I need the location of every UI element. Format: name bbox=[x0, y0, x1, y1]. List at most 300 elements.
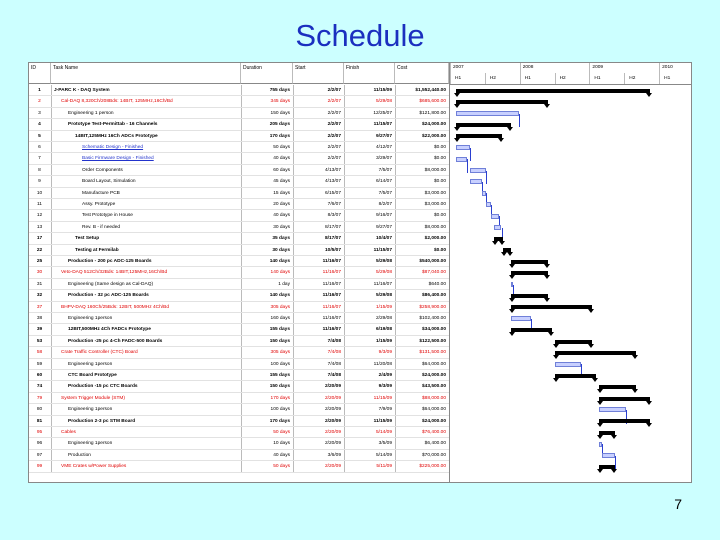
task-bar[interactable] bbox=[602, 453, 615, 458]
cell-duration: 150 days bbox=[269, 384, 290, 390]
column-divider bbox=[51, 370, 52, 380]
summary-bar[interactable] bbox=[599, 397, 650, 401]
cell-finish: 11/15/07 bbox=[373, 247, 392, 253]
summary-bar-endcap bbox=[646, 93, 652, 97]
summary-bar-endcap bbox=[588, 309, 594, 313]
cell-duration: 140 days bbox=[269, 293, 290, 299]
column-divider bbox=[241, 393, 242, 403]
cell-start: 8/17/07 bbox=[324, 224, 341, 230]
column-divider bbox=[395, 267, 396, 277]
column-divider bbox=[241, 336, 242, 346]
column-divider bbox=[241, 199, 242, 209]
cell-duration: 45 days bbox=[273, 179, 290, 185]
task-bar[interactable] bbox=[491, 214, 499, 219]
column-divider bbox=[293, 222, 294, 232]
summary-bar-endcap bbox=[499, 241, 505, 245]
cell-name: Production -25 pc 4-Ch FADC-500 Boards bbox=[68, 338, 163, 344]
cell-finish: 10/4/07 bbox=[375, 236, 392, 242]
column-divider bbox=[241, 188, 242, 198]
table-row[interactable] bbox=[29, 256, 449, 267]
cell-duration: 755 days bbox=[269, 88, 290, 93]
cell-start: 4/13/07 bbox=[324, 167, 341, 173]
timeline-half: H2 bbox=[555, 73, 590, 84]
column-divider bbox=[395, 199, 396, 209]
column-divider bbox=[344, 199, 345, 209]
cell-name: Engineering 1person bbox=[68, 441, 113, 447]
cell-finish: 2/29/08 bbox=[375, 316, 392, 321]
dependency-link bbox=[519, 114, 520, 128]
task-bar[interactable] bbox=[470, 168, 486, 173]
column-divider bbox=[51, 153, 52, 163]
column-divider bbox=[395, 416, 396, 426]
table-row[interactable] bbox=[29, 381, 449, 392]
cell-start: 2/2/07 bbox=[327, 88, 341, 93]
cell-finish: 9/3/09 bbox=[378, 350, 392, 356]
table-row[interactable] bbox=[29, 267, 449, 278]
cell-finish: 9/16/07 bbox=[375, 213, 392, 219]
timeline-half: H2 bbox=[485, 73, 520, 84]
cell-name: 12BIT,500MHz 4Ch FADCs Prototype bbox=[68, 327, 151, 333]
timeline-year: 2009 bbox=[589, 63, 659, 73]
task-bar[interactable] bbox=[599, 407, 626, 412]
cell-id: 97 bbox=[36, 452, 43, 458]
column-divider bbox=[293, 302, 294, 312]
task-bar[interactable] bbox=[511, 316, 531, 321]
column-divider bbox=[395, 245, 396, 255]
summary-bar-endcap bbox=[553, 378, 559, 382]
column-divider bbox=[293, 153, 294, 163]
table-row[interactable] bbox=[29, 153, 449, 164]
summary-bar[interactable] bbox=[511, 305, 592, 309]
column-divider bbox=[344, 131, 345, 141]
column-divider bbox=[344, 267, 345, 277]
cell-name: Schematic Design - Finished bbox=[82, 145, 144, 150]
column-divider bbox=[241, 381, 242, 391]
cell-duration: 40 days bbox=[273, 213, 290, 219]
cell-start: 2/20/09 bbox=[324, 418, 341, 424]
table-row[interactable] bbox=[29, 279, 449, 290]
table-row[interactable] bbox=[29, 404, 449, 415]
table-row[interactable] bbox=[29, 188, 449, 199]
summary-bar[interactable] bbox=[511, 294, 548, 298]
timeline-half: H1 bbox=[450, 73, 485, 84]
cell-duration: 305 days bbox=[270, 350, 290, 356]
cell-name: Engineering 1person bbox=[68, 316, 113, 321]
cell-name: Assy. Prototype bbox=[82, 202, 116, 207]
cell-id: 9 bbox=[38, 179, 41, 185]
cell-start: 2/20/09 bbox=[324, 395, 341, 401]
cell-cost: $6,400.00 bbox=[424, 441, 446, 447]
cell-cost: $76,400.00 bbox=[421, 430, 446, 435]
cell-id: 5 bbox=[38, 133, 41, 139]
task-bar[interactable] bbox=[456, 111, 519, 116]
cell-start: 8/3/07 bbox=[327, 213, 341, 219]
column-divider bbox=[51, 359, 52, 369]
cell-id: 31 bbox=[36, 281, 43, 287]
cell-finish: 12/25/07 bbox=[373, 110, 392, 116]
summary-bar-endcap bbox=[597, 435, 603, 439]
column-divider bbox=[395, 393, 396, 403]
column-divider bbox=[51, 279, 52, 289]
cell-finish: 11/15/07 bbox=[373, 122, 392, 128]
column-divider bbox=[241, 427, 242, 437]
summary-bar[interactable] bbox=[555, 374, 596, 378]
table-row[interactable] bbox=[29, 359, 449, 370]
table-row[interactable] bbox=[29, 302, 449, 313]
cell-name: Basic Firmware Design - Finished bbox=[82, 156, 154, 162]
cell-finish: 6/19/08 bbox=[375, 327, 392, 333]
table-row[interactable] bbox=[29, 393, 449, 404]
column-divider bbox=[293, 245, 294, 255]
cell-id: 96 bbox=[36, 441, 43, 447]
cell-id: 13 bbox=[36, 224, 43, 230]
summary-bar-endcap bbox=[597, 389, 603, 393]
summary-bar-endcap bbox=[498, 138, 504, 142]
table-row[interactable] bbox=[29, 222, 449, 233]
column-divider bbox=[395, 85, 396, 95]
column-divider bbox=[241, 256, 242, 266]
column-divider bbox=[395, 359, 396, 369]
cell-id: 4 bbox=[38, 122, 41, 128]
table-row[interactable] bbox=[29, 119, 449, 130]
cell-id: 30 bbox=[36, 270, 43, 276]
cell-duration: 345 days bbox=[270, 99, 290, 105]
cell-cost: $225,000.00 bbox=[419, 464, 446, 470]
cell-name: Board Layout, Simulation bbox=[82, 179, 136, 185]
column-divider bbox=[344, 404, 345, 414]
cell-finish: 5/29/08 bbox=[375, 270, 392, 276]
column-divider bbox=[344, 290, 345, 300]
summary-bar[interactable] bbox=[456, 89, 650, 93]
summary-bar[interactable] bbox=[456, 123, 511, 127]
summary-bar-endcap bbox=[632, 355, 638, 359]
cell-name: 14BIT,125MHz 16Ch ADCs Prototype bbox=[75, 133, 158, 139]
cell-cost: $8,000.00 bbox=[424, 167, 446, 173]
summary-bar[interactable] bbox=[555, 351, 636, 355]
column-divider bbox=[344, 302, 345, 312]
cell-duration: 150 days bbox=[269, 338, 290, 344]
column-divider bbox=[51, 165, 52, 175]
cell-cost: $131,500.00 bbox=[419, 350, 446, 356]
cell-id: 80 bbox=[36, 407, 43, 413]
col-header-name: Task Name bbox=[51, 63, 241, 84]
cell-start: 11/16/07 bbox=[322, 259, 341, 264]
cell-id: 37 bbox=[36, 304, 43, 310]
cell-start: 7/4/08 bbox=[327, 350, 341, 356]
cell-duration: 305 days bbox=[270, 304, 290, 310]
column-divider bbox=[344, 222, 345, 232]
cell-duration: 160 days bbox=[270, 316, 290, 321]
table-row[interactable] bbox=[29, 233, 449, 244]
cell-cost: $87,040.00 bbox=[421, 270, 446, 276]
column-divider bbox=[241, 142, 242, 152]
timeline-year: 2008 bbox=[520, 63, 590, 73]
cell-start: 11/16/07 bbox=[322, 293, 341, 299]
column-divider bbox=[395, 233, 396, 243]
column-divider bbox=[241, 176, 242, 186]
column-divider bbox=[293, 142, 294, 152]
column-divider bbox=[293, 108, 294, 118]
cell-duration: 50 days bbox=[273, 430, 290, 435]
cell-finish: 5/14/09 bbox=[375, 452, 392, 458]
cell-cost: $0.00 bbox=[433, 247, 446, 253]
cell-id: 3 bbox=[38, 110, 41, 116]
column-divider bbox=[51, 450, 52, 460]
table-row[interactable] bbox=[29, 313, 449, 324]
cell-start: 2/2/07 bbox=[327, 99, 341, 105]
cell-cost: $22,000.00 bbox=[421, 133, 446, 139]
column-divider bbox=[395, 370, 396, 380]
summary-bar-endcap bbox=[509, 309, 515, 313]
table-row[interactable] bbox=[29, 347, 449, 358]
column-divider bbox=[241, 313, 242, 323]
table-row[interactable] bbox=[29, 370, 449, 381]
column-divider bbox=[395, 336, 396, 346]
cell-cost: $86,400.00 bbox=[421, 293, 446, 299]
summary-bar-endcap bbox=[544, 275, 550, 279]
cell-duration: 155 days bbox=[269, 373, 290, 378]
cell-duration: 10 days bbox=[273, 441, 290, 447]
summary-bar-endcap bbox=[544, 298, 550, 302]
column-divider bbox=[344, 313, 345, 323]
cell-start: 11/16/07 bbox=[322, 327, 341, 333]
column-divider bbox=[51, 336, 52, 346]
cell-cost: $24,000.00 bbox=[421, 122, 446, 128]
cell-start: 2/20/09 bbox=[324, 430, 341, 435]
summary-bar-endcap bbox=[507, 127, 513, 131]
column-divider bbox=[344, 336, 345, 346]
cell-id: 32 bbox=[36, 293, 43, 299]
cell-start: 11/16/07 bbox=[322, 304, 341, 310]
column-divider bbox=[395, 461, 396, 471]
table-row[interactable] bbox=[29, 427, 449, 438]
column-divider bbox=[395, 279, 396, 289]
cell-name: Order Components bbox=[82, 167, 123, 173]
table-row[interactable] bbox=[29, 290, 449, 301]
table-row[interactable] bbox=[29, 199, 449, 210]
column-divider bbox=[51, 188, 52, 198]
summary-bar[interactable] bbox=[456, 134, 502, 138]
table-row[interactable] bbox=[29, 176, 449, 187]
cell-cost: $70,000.00 bbox=[421, 452, 446, 458]
cell-start: 7/6/07 bbox=[327, 202, 341, 207]
cell-finish: 5/29/08 bbox=[375, 293, 392, 299]
cell-start: 6/15/07 bbox=[324, 190, 341, 196]
column-divider bbox=[241, 370, 242, 380]
column-divider bbox=[51, 176, 52, 186]
column-divider bbox=[293, 119, 294, 129]
column-divider bbox=[293, 313, 294, 323]
cell-cost: $258,900.00 bbox=[419, 304, 446, 310]
cell-id: 59 bbox=[36, 361, 43, 367]
column-divider bbox=[241, 153, 242, 163]
column-divider bbox=[344, 210, 345, 220]
table-row[interactable] bbox=[29, 450, 449, 461]
cell-duration: 1 day bbox=[278, 281, 290, 287]
table-row[interactable] bbox=[29, 210, 449, 221]
cell-cost: $24,000.00 bbox=[421, 373, 446, 378]
cell-id: 11 bbox=[37, 202, 42, 207]
cell-finish: 9/3/09 bbox=[378, 384, 392, 390]
cell-duration: 35 days bbox=[272, 236, 290, 242]
column-divider bbox=[293, 279, 294, 289]
cell-cost: $43,500.00 bbox=[421, 384, 446, 390]
column-divider bbox=[344, 461, 345, 471]
column-divider bbox=[395, 210, 396, 220]
column-divider bbox=[293, 324, 294, 334]
task-bar[interactable] bbox=[456, 145, 470, 150]
task-bar[interactable] bbox=[494, 225, 502, 230]
cell-id: 74 bbox=[36, 384, 43, 390]
column-divider bbox=[51, 210, 52, 220]
summary-bar[interactable] bbox=[456, 100, 548, 104]
summary-bar[interactable] bbox=[511, 271, 548, 275]
cell-duration: 50 days bbox=[273, 145, 290, 150]
column-divider bbox=[395, 381, 396, 391]
summary-bar-endcap bbox=[509, 298, 515, 302]
cell-finish: 9/27/07 bbox=[375, 133, 392, 139]
summary-bar[interactable] bbox=[511, 260, 548, 264]
cell-finish: 11/15/09 bbox=[373, 88, 392, 93]
column-divider bbox=[395, 165, 396, 175]
timeline-year: 2007 bbox=[450, 63, 520, 73]
table-row[interactable] bbox=[29, 438, 449, 449]
summary-bar-endcap bbox=[492, 241, 498, 245]
cell-duration: 140 days bbox=[269, 259, 290, 264]
column-divider bbox=[241, 222, 242, 232]
cell-finish: 11/20/08 bbox=[373, 361, 392, 367]
cell-duration: 50 days bbox=[273, 464, 290, 470]
cell-id: 25 bbox=[36, 259, 43, 264]
cell-name: Production -15 pc CTC Boards bbox=[68, 384, 138, 390]
task-bar[interactable] bbox=[456, 157, 467, 162]
gantt-chart bbox=[28, 62, 692, 483]
cell-cost: $640.00 bbox=[428, 281, 446, 287]
cell-finish: 3/5/09 bbox=[378, 441, 392, 447]
cell-id: 58 bbox=[36, 350, 43, 356]
cell-name: Production - 32 pc ADC-125 Boards bbox=[68, 293, 149, 299]
cell-name: Engineering 1 person bbox=[68, 110, 114, 116]
cell-id: 17 bbox=[36, 236, 43, 242]
cell-start: 11/16/07 bbox=[322, 270, 341, 276]
summary-bar-endcap bbox=[454, 104, 460, 108]
column-divider bbox=[344, 85, 345, 95]
cell-id: 6 bbox=[38, 145, 41, 150]
column-divider bbox=[344, 427, 345, 437]
cell-cost: $3,000.00 bbox=[424, 202, 446, 207]
column-divider bbox=[293, 381, 294, 391]
table-row[interactable] bbox=[29, 165, 449, 176]
cell-id: 2 bbox=[38, 99, 41, 105]
column-divider bbox=[293, 165, 294, 175]
table-row[interactable] bbox=[29, 245, 449, 256]
table-row[interactable] bbox=[29, 324, 449, 335]
table-row[interactable] bbox=[29, 131, 449, 142]
task-bar[interactable] bbox=[470, 179, 482, 184]
table-row[interactable] bbox=[29, 142, 449, 153]
summary-bar[interactable] bbox=[599, 419, 650, 423]
cell-name: System Trigger Module (STM) bbox=[61, 395, 125, 401]
cell-id: 12 bbox=[36, 213, 43, 219]
cell-start: 10/5/07 bbox=[324, 247, 341, 253]
cell-start: 2/2/07 bbox=[327, 133, 341, 139]
summary-bar[interactable] bbox=[599, 385, 636, 389]
cell-start: 2/2/07 bbox=[327, 122, 341, 128]
column-divider bbox=[293, 427, 294, 437]
table-row[interactable] bbox=[29, 461, 449, 472]
cell-name: Manufacture PCB bbox=[82, 190, 120, 196]
column-divider bbox=[51, 85, 52, 95]
column-divider bbox=[344, 416, 345, 426]
column-divider bbox=[293, 131, 294, 141]
column-divider bbox=[344, 450, 345, 460]
summary-bar-endcap bbox=[646, 401, 652, 405]
summary-bar-endcap bbox=[597, 469, 603, 473]
cell-start: 2/20/09 bbox=[324, 407, 341, 413]
cell-name: Engineering (Same design as Cal-DAQ) bbox=[68, 281, 154, 287]
column-divider bbox=[395, 347, 396, 357]
column-divider bbox=[395, 176, 396, 186]
cell-duration: 20 days bbox=[273, 202, 290, 207]
summary-bar-endcap bbox=[544, 264, 550, 268]
dependency-link bbox=[470, 148, 471, 162]
table-row[interactable] bbox=[29, 416, 449, 427]
cell-id: 8 bbox=[38, 167, 41, 173]
column-divider bbox=[51, 199, 52, 209]
column-divider bbox=[51, 119, 52, 129]
cell-duration: 100 days bbox=[270, 407, 290, 413]
cell-name: J-PARC K - DAQ System bbox=[54, 88, 110, 93]
cell-cost: $122,500.00 bbox=[419, 338, 446, 344]
column-divider bbox=[395, 153, 396, 163]
summary-bar[interactable] bbox=[511, 328, 552, 332]
summary-bar-endcap bbox=[597, 423, 603, 427]
cell-duration: 30 days bbox=[272, 247, 290, 253]
cell-id: 39 bbox=[36, 327, 43, 333]
cell-cost: $34,000.00 bbox=[421, 327, 446, 333]
summary-bar[interactable] bbox=[555, 340, 592, 344]
cell-finish: 9/27/07 bbox=[375, 224, 392, 230]
cell-start: 2/20/09 bbox=[324, 384, 341, 390]
table-row[interactable] bbox=[29, 85, 449, 96]
column-divider bbox=[344, 381, 345, 391]
column-divider bbox=[51, 438, 52, 448]
column-divider bbox=[293, 176, 294, 186]
cell-finish: 2/4/09 bbox=[378, 373, 392, 378]
column-divider bbox=[51, 313, 52, 323]
timeline-half: H1 bbox=[659, 73, 692, 84]
table-row[interactable] bbox=[29, 336, 449, 347]
cell-finish: 5/29/08 bbox=[375, 259, 392, 264]
cell-cost: $64,000.00 bbox=[421, 361, 446, 367]
timeline-half: H2 bbox=[624, 73, 659, 84]
column-divider bbox=[293, 199, 294, 209]
cell-id: 38 bbox=[36, 316, 43, 321]
summary-bar-endcap bbox=[548, 332, 554, 336]
column-divider bbox=[241, 450, 242, 460]
task-bar[interactable] bbox=[555, 362, 581, 367]
cell-cost: $3,000.00 bbox=[424, 190, 446, 196]
cell-cost: $0.00 bbox=[433, 145, 446, 150]
table-row[interactable] bbox=[29, 108, 449, 119]
cell-duration: 205 days bbox=[269, 122, 290, 128]
column-divider bbox=[344, 176, 345, 186]
table-row[interactable] bbox=[29, 96, 449, 107]
column-divider bbox=[51, 416, 52, 426]
summary-bar-endcap bbox=[553, 344, 559, 348]
column-divider bbox=[344, 245, 345, 255]
column-divider bbox=[293, 370, 294, 380]
